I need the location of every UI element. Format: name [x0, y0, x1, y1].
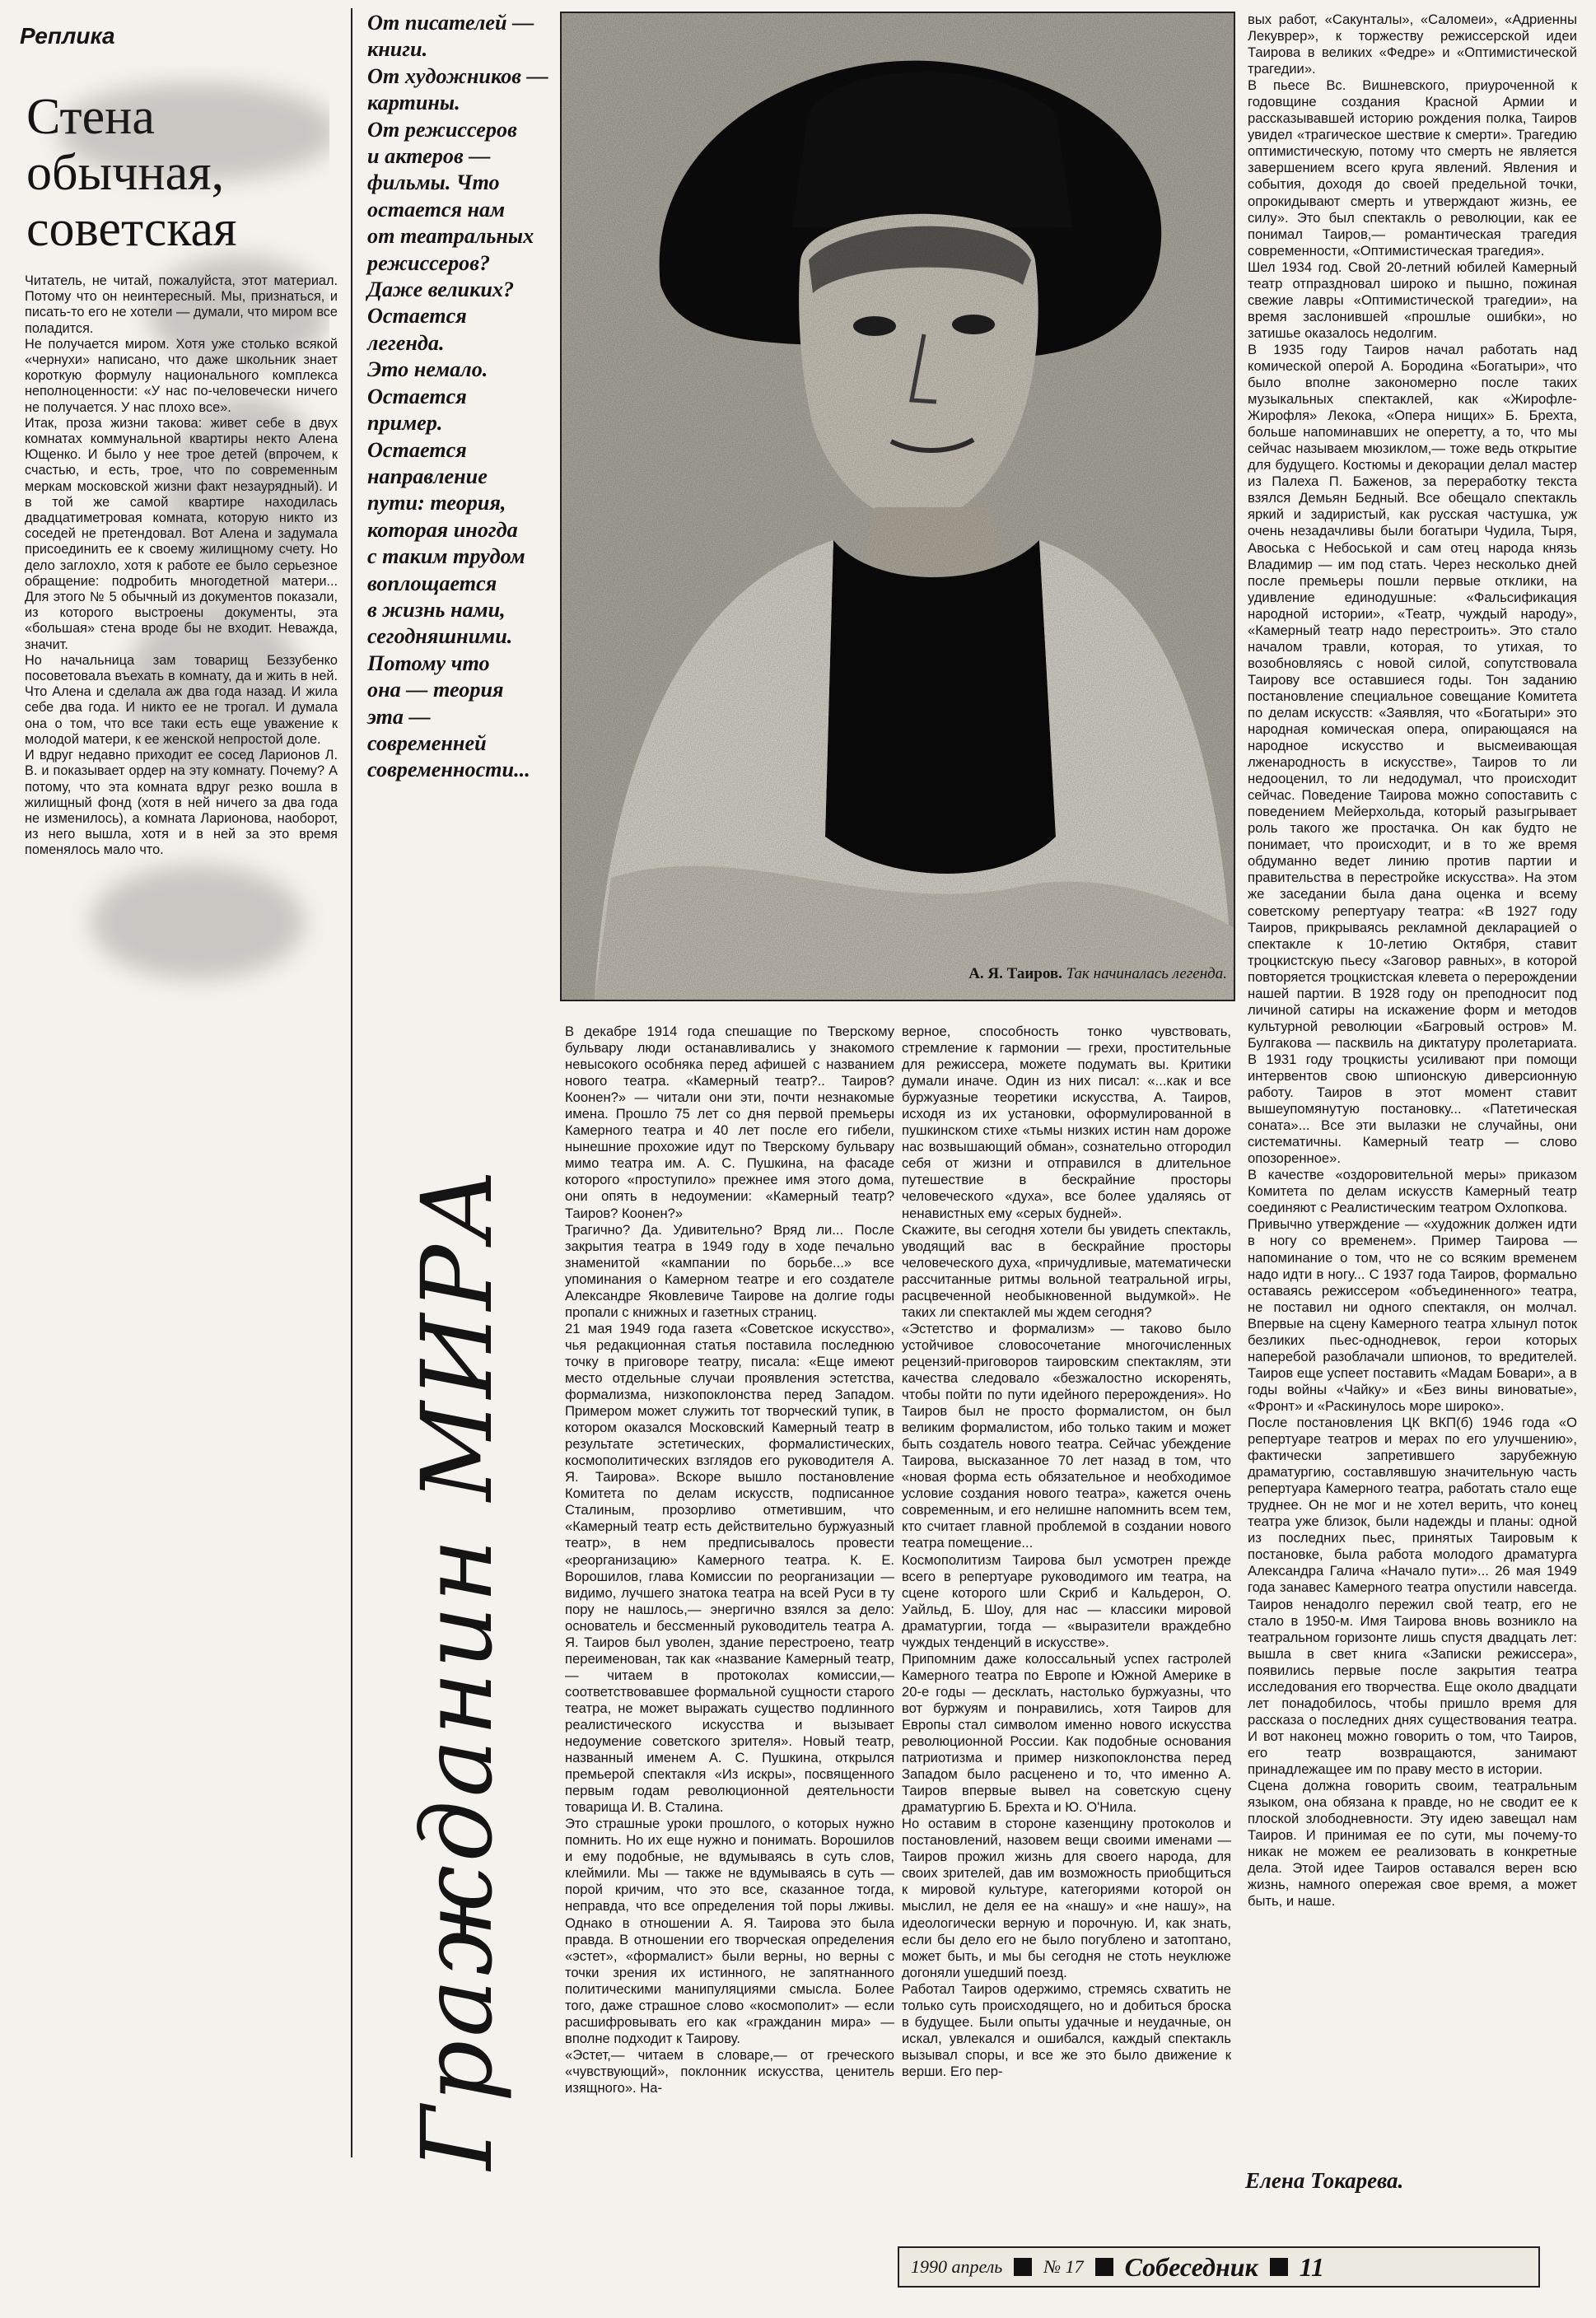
square-bullet-icon — [1014, 2258, 1032, 2276]
square-bullet-icon — [1095, 2258, 1113, 2276]
caption-text: Так начиналась легенда. — [1066, 965, 1227, 982]
article-column-2: верное, способность тонко чувствовать, стремление к гармонии — грехи, простительные для режиссера, можете подумать вы. Критики думали иначе. Один из них писал: «...как и все буржуазные теоретики искусства, А. Таиров, исходя из их установки, оформулированной в пушкинском стихе «тьмы низких истин нам дороже нас возвышающий обман», сознательно отгородил себя от жизни и отправился в длительное путешествие в бескрайние просторы человеческого «духа», все более удаляясь от ненавистных ему «серых будней». Скажите, вы сегодня хотели бы увидеть спектакль, уводящий вас в бескрайние просторы человеческого духа, «причудливые, математически рассчитанные ритмы вольной театральной игры, расцвеченной необыкновенной выдумкой». Не таких ли спектаклей мы ждем сегодня? «Эстетство и формализм» — таково было устойчивое словосочетание многочисленных рецензий-приговоров таировским спектаклям, эти качества следовало «безжалостно искоренять, чтобы пойти по пути идейного перерождения». Но Таиров был не просто формалистом, он был великим формалистом, ибо только таким и может быть создатель нового театра. Сейчас убеждение Таирова, высказанное 70 лет назад в том, что «новая форма есть обязательное и необходимое условие создания нового театра», кажется очень современным, и его нелишне напомнить всем тем, кто считает главной проблемой в создании нового театра помещение... Космополитизм Таирова был усмотрен прежде всего в репертуаре руководимого им театра, на сцене которого шли Скриб и Кальдерон, О. Уайльд, Б. Шоу, для нас — классики мировой драматургии, тогда — «выразители враждебно чуждых тенденций в искусстве». Припомним даже колоссальный успех гастролей Камерного театра по Европе и Южной Америке в 20-е годы — десклать, настолько буржуазны, что вот буржуям и понравились, хотя Таиров для Европы стал символом именно нового искусства революционной России. Как подобные основания патриотизма и пример низкопоклонства перед Западом было расценено и то, что именно А. Таиров впервые вывел на советскую сцену драматургию Б. Брехта и Ю. О'Нила. Но оставим в стороне казенщину протоколов и постановлений, назовем вещи своими именами — Таиров прожил жизнь для своего народа, для своих зрителей, дав им возможность приобщиться к мировой культуре, категориями которой он мыслил, не деля ее на «нашу» и «не нашу», на идеологически верную и порочную. И, как знать, если бы дело его не было погублено и затоптано, может быть, и мы бы сегодня не стоть неуклюже догоняли ушедший поезд. Работал Таиров одержимо, стремясь схватить не только суть происходящего, но и добиться броска в будущее. Были опыты удачные и неудачные, он искал, увлекался и ошибался, каждый спектакль вызывал споры, и все же это было движение к верши. Его пер- — [902, 1024, 1231, 2079]
caption-name: А. Я. Таиров. — [968, 965, 1062, 982]
page-footer — [898, 2246, 1540, 2288]
article-column-1: В декабре 1914 года спешащие по Тверскому бульвару люди останавливались у знакомого невысокого особняка перед афишей с названием нового театра. «Камерный театр?.. Таиров? Коонен?» — читали они эти, почти незнакомые имена. Прошло 75 лет со дня первой премьеры Камерного театра и 40 лет после его гибели, нынешние прохожие идут по Тверскому бульвару мимо театра им. А. С. Пушкина, на фасаде которого «проступило» прежнее имя этого дома, они опять в недоумении: «Камерный театр? Таиров? Коонен?» Трагично? Да. Удивительно? Вряд ли... После закрытия театра в 1949 году в ходе печально знаменитой «кампании по борьбе...» все упоминания о Камерном театре и его создателе Александре Яковлевиче Таирове на долгие годы пропали с книжных и газетных страниц. 21 мая 1949 года газета «Советское искусство», чья редакционная статья поставила последнюю точку в приговоре театру, писала: «Еще имеют место отдельные случаи проявления эстетства, формализма, низкопоклонства перед Западом. Примером может служить тот творческий тупик, в котором оказался Московский Камерный театр в результате эстетических, формалистических, космополитических взглядов его руководителя А. Я. Таирова». Вскоре вышло постановление Комитета по делам искусств, подписанное Сталиным, прозорливо отметившим, что «Камерный театр есть действительно буржуазный театр», в нем предписывалось провести «реорганизацию» Камерного театра. К. Е. Ворошилов, глава Комиссии по реорганизации — видимо, лучшего знатока театра на всей Руси в ту пору не нашлось,— энергично взялся за дело: основатель и бессменный руководитель театра А. Я. Таиров был уволен, здание перестроено, театр переименован, так как «название Камерный театр,— читаем в протоколах комиссии,— соответствовавшее формальной сущности старого театра, не может выражать существо подлинного реалистического искусства и вызывает недоумение советского зрителя». Новый театр, названный именем А. С. Пушкина, открылся премьерой спектакля «Из искры», посвященного первым годам революционной деятельности товарища И. В. Сталина. Это страшные уроки прошлого, о которых нужно помнить. Но их еще нужно и понимать. Ворошилов и ему подобные, не вдумываясь в суть слов, клеймили. Мы — также не вдумываясь в суть — порой кричим, что это все, сказанное тогда, неправда, что все определения той поры лживы. Однако в отношении А. Я. Таирова это была правда. В отношении его творческая определения «эстет», «формалист» были верны, но верны с точки зрения их истинного, не запятнанного политическими манипуляциями смысла. Более того, даже страшное слово «космополит» — если расшифровывать его как «гражданин мира» — вполне подходит к Таирову. «Эстет,— читаем в словаре,— от греческого «чувствующий», поклонник искусства, ценитель изящного». На- — [565, 1024, 894, 2096]
footer-page-number: 11 — [1299, 2251, 1324, 2282]
article-column-3: вых работ, «Сакунталы», «Саломеи», «Адриенны Лекуврер», к торжеству режиссерской идеи Таирова в великих «Федре» и «Оптимистической трагедии». В пьесе Вс. Вишневского, приуроченной к годовщине создания Красной Армии и рассказывавшей историю рождения полка, Таиров увидел «трагическое шествие к смерти». Трагедию оптимистическую, потому что смерть не является завершением всего круга явлений. Явления и события, доходя до своей предельной точки, опрокидывают смерть и утверждают жизнь, ее силу». Это был спектакль о революции, как ее понимал Таиров,— романтическая трагедия современности, «Оптимистическая трагедия». Шел 1934 год. Свой 20-летний юбилей Камерный театр отпраздновал широко и пышно, пожиная свежие лавры «Оптимистической трагедии», на время заслонившей «прошлые ошибки», но затишье оказалось недолгим. В 1935 году Таиров начал работать над комической оперой А. Бородина «Богатыри», что было вполне закономерно после таких музыкальных спектаклей, как «Жирофле-Жирофля» Лекока, «Опера нищих» Б. Брехта, больше напоминавших не оперетту, а то, что мы сейчас называем мюзиклом,— тоже ведь открытие для будущего. Костюмы и декорации делал мастер из Палеха П. Баженов, за переработку текста взялся Демьян Бедный. Все обещало спектакль яркий и задиристый, как русская частушка, уж очень незадачливы были богатыри Чудила, Тыря, Авоська с Небоськой и сам отец народа князь Владимир — им под стать. Через несколько дней после премьеры пошли первые отклики, на удивление единодушные: «Фальсификация народной истории», «Театр, чуждый народу», «Камерный театр надо перестроить». Это стало началом травли, которая, то утихая, то возобновляясь с новой силой, сопутствовала Таирову все оставшиеся годы. Тон заданию постановление специальное совещание Комитета по делам искусств: «Заявляя, что «Богатыри» это народная комическая опера, опирающаяся на народное искусство и высмеивающая лженародность в искусстве», Таиров то ли недооценил, то ли недодумал, что происходит сейчас. Поведение Таирова можно сопоставить с поведением Мейерхольда, который разыгрывает роль такого же простачка. Он как будто не понимает, что происходит, и в то же время обдуманно ведет линию против партии и правительства в перестройке искусства». На этом же заседании была дана оценка и всему советскому репертуару театра: «В 1927 году Таиров, прикрываясь рекламной декларацией о спектакле к 10-летию Октября, ставит троцкистскую пьесу «Заговор равных», в которой повторяется троцкистская клевета о перерождении нашей партии. В 1928 году он преподносит под личиной сатиры на искажение форм и методов культурной революции «Багровый остров» М. Булгакова — пасквиль на диктатуру пролетариата. В 1931 году троцкисты усиливают при помощи интервентов свою шпионскую диверсионную работу. Таиров в этот момент ставит вышеупомянутую постановку... «Патетическая соната»... Все эти вылазки не случайны, они систематичны. Камерный театр — слово опозоренное». В качестве «оздоровительной меры» приказом Комитета по делам искусств Камерный театр соединяют с Реалистическим театром Охлопкова. Привычно утверждение — «художник должен идти в ногу со временем». Пример Таирова — напоминание о том, что не со всяким временем надо идти в ногу... С 1937 года Таиров, формально оставаясь режиссером «объединенного» театра, не поставил ни одного спектакля, он молчал. Впервые на сцену Камерного театра хлынул поток безликих пьес-однодневок, герои которых наперебой разоблачали шпионов, то вредителей. Таиров еще успеет поставить «Мадам Бовари», а в годы войны «Чайку» и «Без вины виноватые», «Фронт» и «Раскинулось море широко». После постановления ЦК ВКП(б) 1946 года «О репертуаре театров и мерах по его улучшению», фактически запретившего зарубежную драматургию, составлявшую значительную часть репертуара Камерного театра, работать стало еще труднее. Он не мог и не хотел верить, что конец театра уже близок, были надежды и планы: одной из последних пьес, принятых Таировым к постановке, была работа молодого драматурга Александра Галича «Начало пути»... 26 мая 1949 года занавес Камерного театра опустили навсегда. Таиров ненадолго пережил свой театр, его не стало в 1950-м. Имя Таирова вновь возникло на театральном горизонте лишь спустя двадцать лет: вышла в свет книга «Записки режиссера», появились первые после закрытия театра исследования его творчества. Еще около двадцати лет понадобилось, чтобы пришло время для рассказа о последних днях существования театра. И вот наконец можно говорить о том, что Таиров, его театр возвращаются, занимают принадлежащее им по праву место в истории. Сцена должна говорить своим, театральным языком, она обязана к правде, но не сводит ее к плоской злободневности. Эту идею завещал нам Таиров. И принимая ее по сути, мы почему-то никак не можем ее реализовать в конкретные дела. Этой идее Таиров оставался верен всю жизнь, намного опережая свое время, а может быть, и наше. — [1248, 12, 1577, 1910]
square-bullet-icon — [1270, 2258, 1288, 2276]
portrait-illustration — [562, 13, 1234, 1000]
footer-paper: Собеседник — [1124, 2251, 1258, 2282]
portrait-photo — [560, 12, 1235, 1001]
headline: Гражданин МИРА — [400, 1164, 514, 2171]
footer-date: 1990 апрель — [911, 2256, 1003, 2277]
photo-caption — [898, 965, 1227, 983]
headline-area — [346, 1017, 568, 2318]
epigraph: От писателей — книги. От художников — картины. От режиссеров и актеров — фильмы. Что остается нам от театральных режиссеров? Даже великих? Остается легенда. Это немало. Остается пример. Остается направление пути: теория, которая иногда с таким трудом воплощается в жизнь нами, сегодняшними. Потому что она — теория эта — современней современности... — [367, 11, 548, 782]
replica-body: Читатель, не читай, пожалуйста, этот материал. Потому что он неинтересный. Мы, признаться, и писать-то его не хотели — думали, что миром все поладится. Не получается миром. Хотя уже столько всякой «чернухи» написано, что даже школьник знает короткую формулу национального комплекса неполноценности: «У нас по-человечески ничего не получается. У нас плохо все». Итак, проза жизни такова: живет себе в двух комнатах коммунальной квартиры некто Алена Ющенко. И было у нее трое детей (впрочем, к счастью, и есть, трое, что по современным меркам московской жизни факт незаурядный). И в той же самой квартире находилась двадцатиметровая комната, которую никто из соседей не претендовал. Вот Алена и задумала присоединить ее к своему жилищному счету. Но дело заглохло, хотя к работе ее было серьезное обращение: подробить многодетной матери... Для этого № 5 обычный из документов показали, из которого выстроены документы, эта «большая» стена вроде бы не входит. Неважда, значит. Но начальница зам товарищ Беззубенко посоветовала въехать в комнату, да и жить в ней. Что Алена и сделала аж два года назад. И жила себе два года. И никто ее не трогал. И думала она о том, что все таки есть еще уважение к молодой матери, к ее женской непростой доле. И вдруг недавно приходит ее сосед Ларионов Л. В. и показывает ордер на эту комнату. Почему? А потому, что эта комната вдруг резко вошла в жилищный фонд (хотя в ней ничего за два года не изменилось), а комната Ларионова, наоборот, из него вышла, хотя и в ней за это время поменялось мало что. — [25, 273, 338, 858]
footer-issue: № 17 — [1043, 2256, 1084, 2277]
rubric-label: Реплика — [20, 23, 115, 49]
replica-title: Стена обычная, советская — [26, 89, 237, 258]
author-signature: Елена Токарева. — [1245, 2168, 1404, 2193]
